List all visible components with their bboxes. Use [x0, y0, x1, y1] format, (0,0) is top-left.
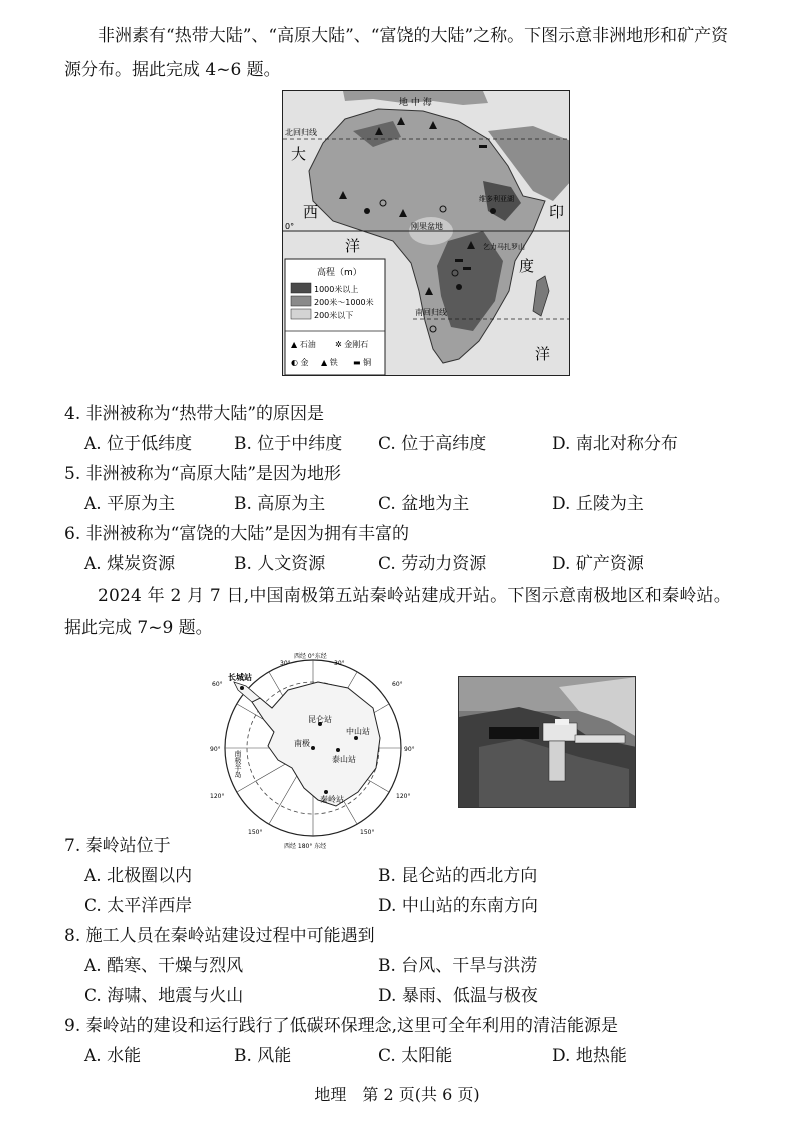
map-legend	[285, 259, 385, 375]
label-atlantic-1: 大	[291, 145, 307, 163]
label-indian-1: 印	[549, 203, 565, 221]
label-equator: 0°	[285, 222, 295, 231]
q4-option-a[interactable]: A. 位于低纬度	[84, 434, 193, 454]
q6-option-c[interactable]: C. 劳动力资源	[378, 554, 487, 574]
question-4-stem: 4. 非洲被称为“热带大陆”的原因是	[64, 404, 325, 424]
q5-option-d[interactable]: D. 丘陵为主	[552, 494, 644, 514]
q8-option-a[interactable]: A. 酷寒、干燥与烈风	[84, 956, 244, 976]
antarctica-map-svg	[208, 650, 418, 850]
label-indian-2: 度	[519, 257, 535, 275]
q7-option-d[interactable]: D. 中山站的东南方向	[378, 896, 538, 916]
label-mediterranean: 地 中 海	[399, 98, 432, 108]
label-taishan: 泰山站	[332, 755, 356, 764]
q6-option-b[interactable]: B. 人文资源	[234, 554, 326, 574]
label-deg120-l: 120°	[210, 793, 225, 800]
legend-swatch-low	[291, 309, 311, 319]
legend-swatch-mid	[291, 296, 311, 306]
q9-option-a[interactable]: A. 水能	[84, 1046, 142, 1066]
legend-oil: ▲ 石油	[291, 340, 316, 349]
label-south-pole: 南极	[294, 739, 310, 748]
legend-item-high: 1000米以上	[314, 285, 359, 294]
q8-option-c[interactable]: C. 海啸、地震与火山	[84, 986, 244, 1006]
label-changcheng: 长城站	[228, 673, 252, 682]
label-deg30-tr: 30°	[334, 660, 345, 667]
question-9-stem: 9. 秦岭站的建设和运行践行了低碳环保理念,这里可全年利用的清洁能源是	[64, 1016, 619, 1036]
label-deg90-r: 90°	[404, 746, 415, 753]
label-deg150-r: 150°	[360, 829, 375, 836]
intro-paragraph-1	[64, 20, 776, 52]
label-indian-3: 洋	[535, 345, 551, 363]
label-bottom-meridian: 西经 180° 东经	[284, 843, 327, 850]
question-5-stem: 5. 非洲被称为“高原大陆”是因为地形	[64, 464, 342, 484]
q7-option-b[interactable]: B. 昆仑站的西北方向	[378, 866, 538, 886]
qinling-station-photo	[458, 676, 636, 808]
q8-option-b[interactable]: B. 台风、干旱与洪涝	[378, 956, 538, 976]
label-tropic-north: 北回归线	[285, 128, 317, 137]
legend-item-low: 200米以下	[314, 311, 354, 320]
label-qinling: 秦岭站	[320, 795, 344, 804]
label-deg60-r: 60°	[392, 681, 403, 688]
label-zhongshan: 中山站	[346, 727, 370, 736]
label-peninsula: 南极半岛	[234, 750, 242, 778]
label-deg120-r: 120°	[396, 793, 411, 800]
station-photo-svg	[459, 677, 636, 808]
q8-option-d[interactable]: D. 暴雨、低温与极夜	[378, 986, 538, 1006]
label-kunlun: 昆仑站	[308, 715, 332, 724]
q4-option-d[interactable]: D. 南北对称分布	[552, 434, 678, 454]
label-atlantic-2: 西	[303, 203, 319, 221]
legend-copper: ▬ 铜	[353, 358, 372, 367]
label-deg30-tl: 30°	[280, 660, 291, 667]
legend-gold: ◐ 金	[291, 358, 309, 367]
label-top-meridian: 西经 0°东经	[294, 653, 327, 660]
legend-iron: ▲ 铁	[321, 358, 338, 367]
q5-option-b[interactable]: B. 高原为主	[234, 494, 326, 514]
intro-paragraph-1-cont	[64, 54, 776, 86]
label-tropic-south: 南回归线	[415, 308, 447, 317]
africa-map-figure	[282, 90, 570, 376]
intro-paragraph-2	[64, 580, 776, 612]
label-kilimanjaro: 乞力马扎罗山	[483, 243, 525, 251]
question-6-stem: 6. 非洲被称为“富饶的大陆”是因为拥有丰富的	[64, 524, 410, 544]
q4-option-b[interactable]: B. 位于中纬度	[234, 434, 343, 454]
label-deg150-l: 150°	[248, 829, 263, 836]
africa-map-svg	[283, 91, 570, 376]
label-deg90-l: 90°	[210, 746, 221, 753]
intro2-line2: 据此完成 7~9 题。	[64, 618, 213, 638]
question-7-stem: 7. 秦岭站位于	[64, 836, 171, 856]
intro1-line1: 非洲素有“热带大陆”、“高原大陆”、“富饶的大陆”之称。下图示意非洲地形和矿产资	[98, 26, 729, 46]
intro-paragraph-2-cont	[64, 612, 776, 644]
intro1-line2: 源分布。据此完成 4~6 题。	[64, 60, 281, 80]
q9-option-c[interactable]: C. 太阳能	[378, 1046, 453, 1066]
label-deg60-l: 60°	[212, 681, 223, 688]
legend-title: 高程（m）	[317, 268, 362, 278]
q5-option-a[interactable]: A. 平原为主	[84, 494, 176, 514]
q6-option-d[interactable]: D. 矿产资源	[552, 554, 644, 574]
page-footer: 地理 第 2 页(共 6 页)	[314, 1085, 480, 1104]
q7-option-c[interactable]: C. 太平洋西岸	[84, 896, 193, 916]
legend-diamond: ✲ 金刚石	[335, 340, 369, 349]
label-atlantic-3: 洋	[345, 237, 361, 255]
q5-option-c[interactable]: C. 盆地为主	[378, 494, 470, 514]
q7-option-a[interactable]: A. 北极圈以内	[84, 866, 193, 886]
q4-option-c[interactable]: C. 位于高纬度	[378, 434, 487, 454]
label-victoria-lake: 维多利亚湖	[479, 195, 514, 203]
q6-option-a[interactable]: A. 煤炭资源	[84, 554, 176, 574]
legend-swatch-high	[291, 283, 311, 293]
label-congo-basin: 刚果盆地	[411, 222, 443, 231]
question-8-stem: 8. 施工人员在秦岭站建设过程中可能遇到	[64, 926, 375, 946]
legend-item-mid: 200米～1000米	[314, 298, 374, 307]
q9-option-d[interactable]: D. 地热能	[552, 1046, 627, 1066]
antarctica-map-figure	[208, 650, 418, 850]
q9-option-b[interactable]: B. 风能	[234, 1046, 292, 1066]
intro2-line1: 2024 年 2 月 7 日,中国南极第五站秦岭站建成开站。下图示意南极地区和秦岭站。	[98, 586, 731, 606]
